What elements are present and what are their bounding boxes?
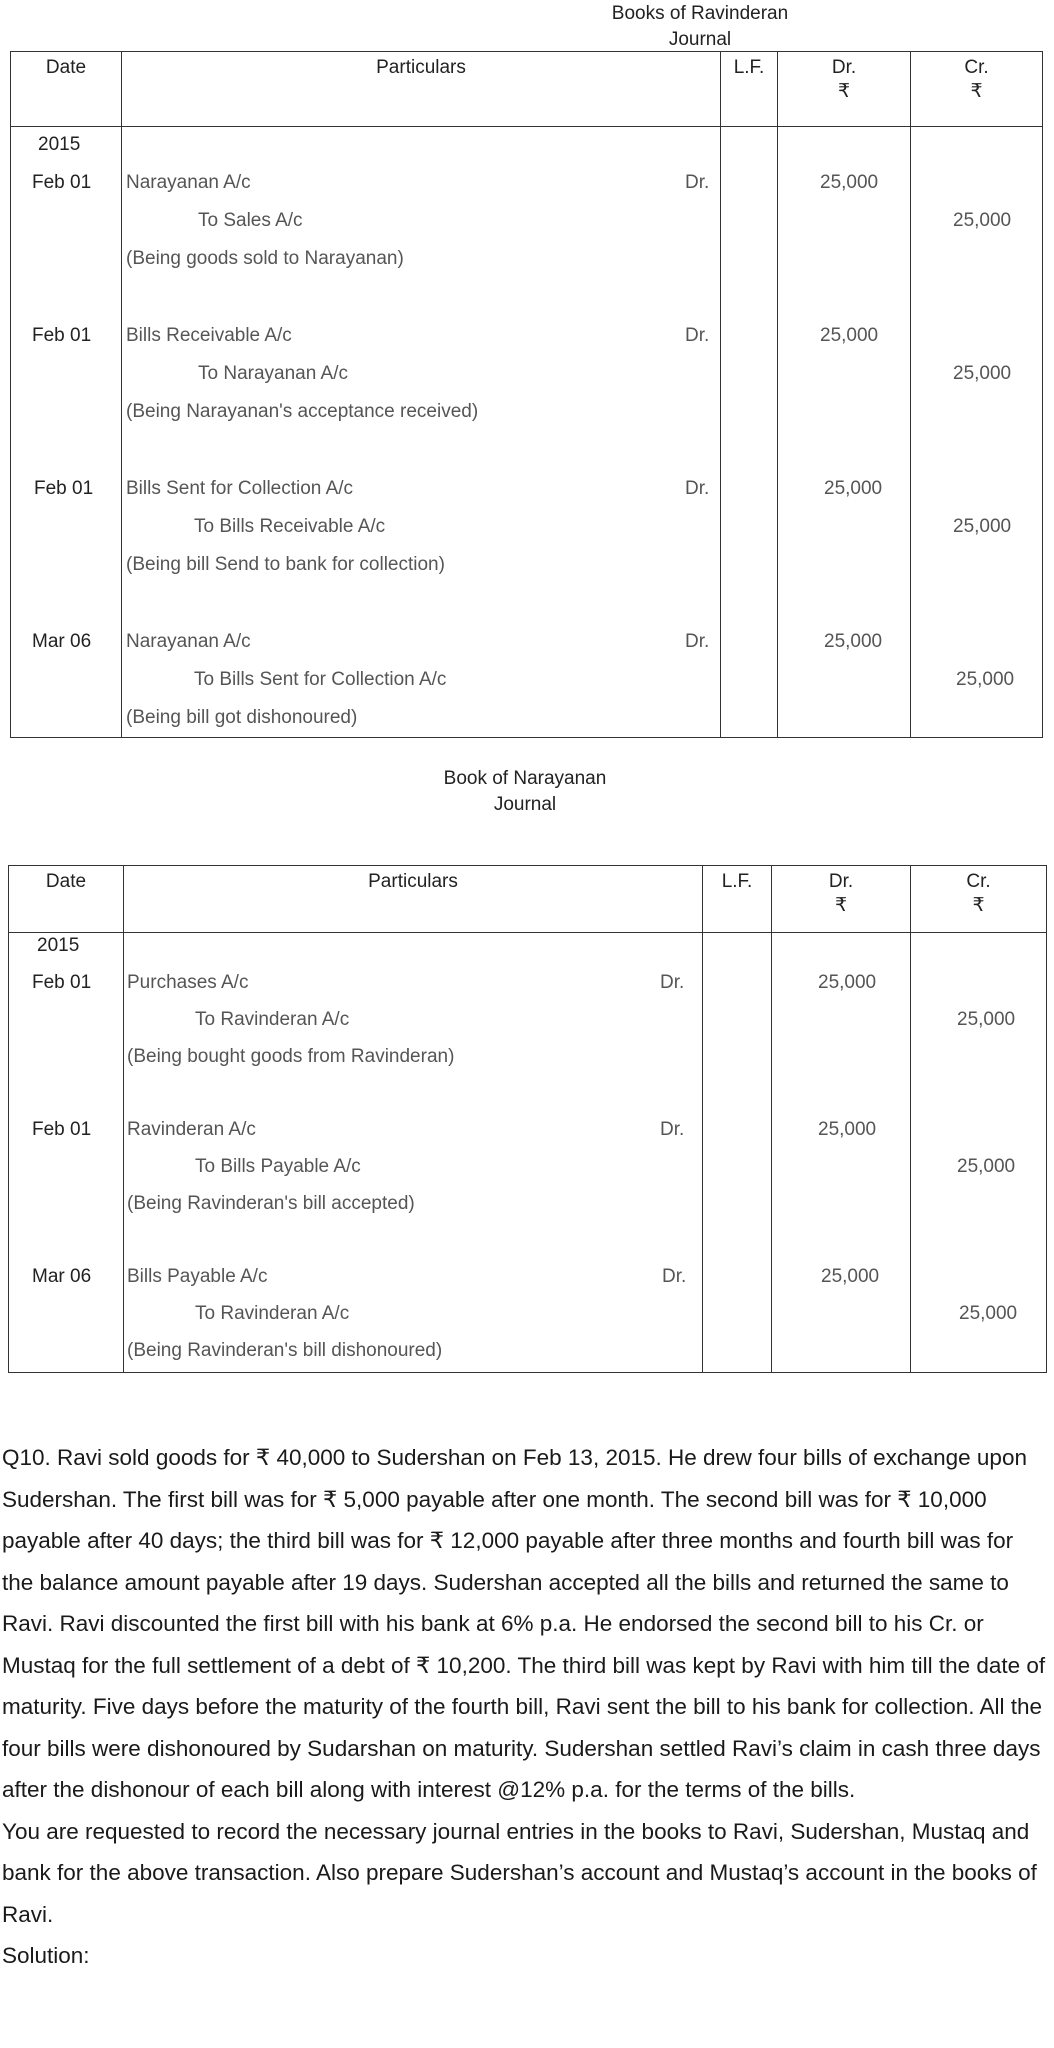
header-particulars: Particulars	[122, 52, 721, 127]
header-lf: L.F.	[703, 866, 772, 933]
rupee-symbol: ₹	[970, 81, 983, 102]
ravinderan-title-block	[560, 1, 840, 53]
cr-column	[911, 933, 1047, 1373]
narration: (Being goods sold to Narayanan)	[126, 248, 404, 269]
particulars-column	[122, 127, 721, 738]
entry-date: Mar 06	[32, 1266, 92, 1287]
dr-amount: 25,000	[820, 325, 879, 346]
credit-account: To Bills Sent for Collection A/c	[194, 669, 447, 690]
year: 2015	[38, 134, 81, 155]
year: 2015	[37, 935, 80, 956]
ravinderan-book-title: Books of Ravinderan	[611, 3, 789, 24]
narration: (Being Narayanan's acceptance received)	[126, 401, 479, 422]
solution-label: Solution:	[2, 1943, 90, 1968]
question-paragraph: Q10. Ravi sold goods for ₹ 40,000 to Sudershan on Feb 13, 2015. He drew four bills of exchange upon Sudershan. The first bill was for ₹ 5,000 payable after one month. The second bill was for ₹ 10,000 payable after 40 days; the third bill was for ₹ 12,000 payable after three months and fourth bill was for the balance amount payable after 19 days. Sudershan accepted all the bills and returned the same to Ravi. Ravi discounted the first bill with his bank at 6% p.a. He endorsed the second bill to his Cr. or Mustaq for the full settlement of a debt of ₹ 10,200. The third bill was kept by Ravi with him till the date of maturity. Five days before the maturity of the fourth bill, Ravi sent the bill to his bank for collection. All the four bills were dishonoured by Sudarshan on maturity. Sudershan settled Ravi’s claim in cash three days after the dishonour of each bill along with interest @12% p.a. for the terms of the bills.	[2, 1445, 1046, 1802]
cr-amount: 25,000	[957, 1009, 1016, 1030]
entry-date: Feb 01	[32, 1119, 92, 1140]
dr-mark: Dr.	[685, 478, 710, 499]
cr-amount: 25,000	[953, 516, 1012, 537]
rupee-symbol: ₹	[837, 81, 851, 102]
dr-mark: Dr.	[660, 972, 685, 993]
dr-mark: Dr.	[685, 325, 710, 346]
credit-account: To Sales A/c	[198, 210, 303, 231]
header-lf: L.F.	[721, 52, 778, 127]
entry-date: Mar 06	[32, 631, 92, 652]
credit-account: To Bills Payable A/c	[195, 1156, 361, 1177]
dr-mark: Dr.	[685, 631, 710, 652]
question-request: You are requested to record the necessary journal entries in the books to Ravi, Sudershan, Mustaq and bank for the above transaction. Also prepare Sudershan’s account and Mustaq’s account in the books of Ravi.	[2, 1818, 1037, 1927]
dr-mark: Dr.	[685, 172, 710, 193]
dr-mark: Dr.	[660, 1119, 685, 1140]
rupee-symbol: ₹	[972, 895, 985, 916]
narayanan-title-block	[385, 766, 665, 818]
narration: (Being bill Send to bank for collection)	[126, 554, 445, 575]
credit-account: To Narayanan A/c	[198, 363, 348, 384]
header-cr: Cr. ₹	[911, 866, 1047, 933]
header-dr: Dr. ₹	[778, 52, 911, 127]
narration: (Being Ravinderan's bill accepted)	[127, 1193, 415, 1214]
ravinderan-journal-table	[10, 51, 1043, 738]
narayanan-book-title: Book of Narayanan	[443, 768, 607, 789]
cr-column	[911, 127, 1043, 738]
dr-column	[772, 933, 911, 1373]
cr-amount: 25,000	[953, 363, 1012, 384]
narration: (Being Ravinderan's bill dishonoured)	[127, 1340, 443, 1361]
dr-amount: 25,000	[821, 1266, 880, 1287]
entry-date: Feb 01	[32, 172, 92, 193]
entry-date: Feb 01	[34, 478, 94, 499]
debit-account: Bills Payable A/c	[127, 1266, 268, 1287]
narayanan-journal-subtitle: Journal	[493, 794, 557, 815]
dr-amount: 25,000	[818, 972, 877, 993]
header-date: Date	[9, 866, 124, 933]
credit-account: To Bills Receivable A/c	[194, 516, 386, 537]
rupee-symbol: ₹	[834, 895, 848, 916]
credit-account: To Ravinderan A/c	[195, 1009, 350, 1030]
dr-amount: 25,000	[824, 478, 883, 499]
lf-column	[703, 933, 772, 1373]
narayanan-journal-table	[8, 865, 1047, 1373]
narration: (Being bill got dishonoured)	[126, 707, 358, 728]
dr-amount: 25,000	[820, 172, 879, 193]
cr-amount: 25,000	[957, 1156, 1016, 1177]
debit-account: Narayanan A/c	[126, 172, 251, 193]
entry-date: Feb 01	[32, 972, 92, 993]
cr-amount: 25,000	[953, 210, 1012, 231]
lf-column	[721, 127, 778, 738]
credit-account: To Ravinderan A/c	[195, 1303, 350, 1324]
debit-account: Narayanan A/c	[126, 631, 251, 652]
debit-account: Purchases A/c	[127, 972, 249, 993]
debit-account: Bills Receivable A/c	[126, 325, 292, 346]
cr-amount: 25,000	[956, 669, 1015, 690]
dr-amount: 25,000	[824, 631, 883, 652]
ravinderan-journal-subtitle: Journal	[668, 29, 732, 50]
debit-account: Ravinderan A/c	[127, 1119, 256, 1140]
entry-date: Feb 01	[32, 325, 92, 346]
dr-amount: 25,000	[818, 1119, 877, 1140]
dr-column	[778, 127, 911, 738]
dr-mark: Dr.	[662, 1266, 687, 1287]
header-cr: Cr. ₹	[911, 52, 1043, 127]
cr-amount: 25,000	[959, 1303, 1018, 1324]
question-text	[2, 1437, 1050, 1977]
particulars-column	[124, 933, 703, 1373]
header-particulars: Particulars	[124, 866, 703, 933]
date-column	[11, 127, 122, 738]
date-column	[9, 933, 124, 1373]
header-date: Date	[11, 52, 122, 127]
debit-account: Bills Sent for Collection A/c	[126, 478, 354, 499]
header-dr: Dr. ₹	[772, 866, 911, 933]
narration: (Being bought goods from Ravinderan)	[127, 1046, 455, 1067]
